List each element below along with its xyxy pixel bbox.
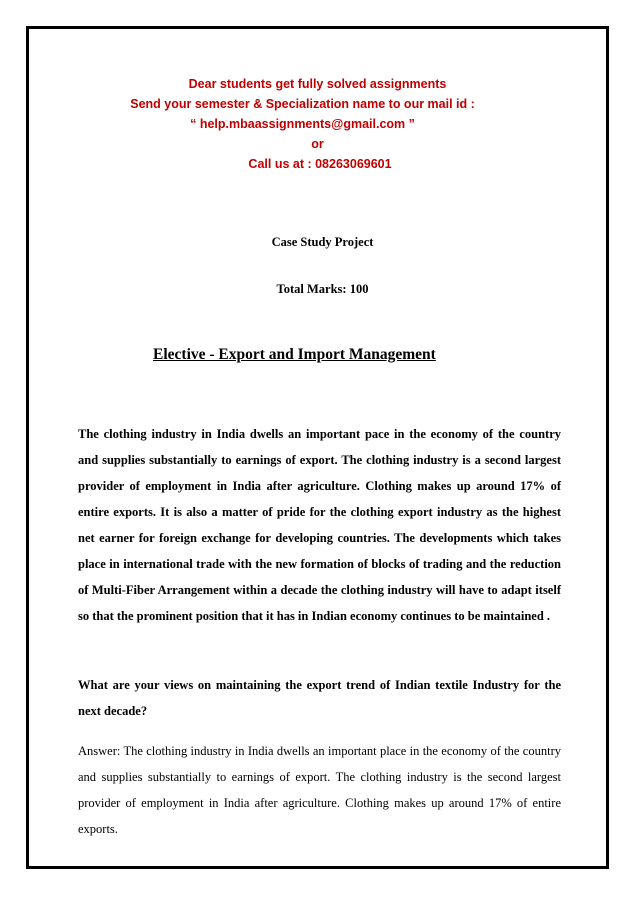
header-email: “ help.mbaassignments@gmail.com ” (190, 117, 415, 131)
total-marks: Total Marks: 100 (276, 282, 369, 296)
case-study-title: Case Study Project (271, 235, 374, 249)
intro-paragraph: The clothing industry in India dwells an important pace in the economy of the country and supplies substantially to earnings of export. The clothing industry is a second largest provider of employment in India after agriculture. Clothing makes up around 17% of entire exports. It is also a matter of pride for the clothing export industry as the highest net earner for foreign exchange for developing countries. The developments which takes place in international trade with the new formation of blocks of trading and the reduction of Multi-Fiber Arrangement within a decade the clothing industry will have to adapt itself so that the prominent position that it has in Indian economy continues to be maintained . (78, 427, 561, 623)
question-paragraph: What are your views on maintaining the export trend of Indian textile Industry for the next decade? (78, 678, 561, 718)
header-or: or (311, 137, 324, 151)
header-line-1: Dear students get fully solved assignments (188, 77, 447, 91)
answer-paragraph: Answer: The clothing industry in India dwells an important place in the economy of the country and supplies substantially to earnings of export. The clothing industry is the second largest provider of employment in India after agriculture. Clothing makes up around 17% of entire exports. (78, 744, 561, 836)
elective-title: Elective - Export and Import Management (153, 346, 436, 363)
contact-header (26, 74, 609, 174)
header-phone: Call us at : 08263069601 (248, 157, 392, 171)
header-line-2: Send your semester & Specialization name to our mail id : (130, 97, 475, 111)
